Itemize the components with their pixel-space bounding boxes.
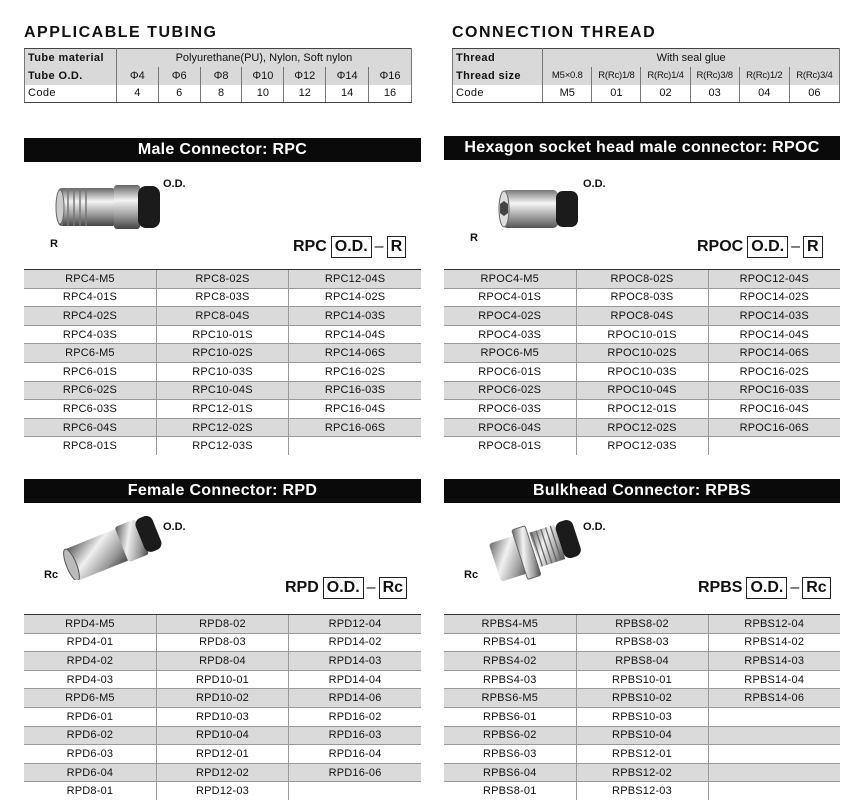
tubing-od-cell: Φ12 (284, 67, 326, 85)
table-row (24, 270, 421, 289)
model-cell: RPC8-04S (156, 307, 288, 326)
model-cell: RPD6-M5 (24, 689, 156, 708)
model-cell: RPD10-02 (156, 689, 288, 708)
model-cell: RPD12-04 (289, 615, 421, 634)
tubing-code-cell: 4 (116, 85, 158, 103)
model-cell: RPD14-03 (289, 652, 421, 671)
table-row (24, 652, 421, 671)
model-cell: RPOC6-01S (444, 362, 576, 381)
model-cell: RPOC6-M5 (444, 344, 576, 363)
table-row (24, 707, 421, 726)
table-row (24, 763, 421, 782)
rpoc-code-od: O.D. (747, 236, 788, 258)
tubing-code-cell: 8 (200, 85, 242, 103)
model-cell: RPD10-03 (156, 707, 288, 726)
rpbs-product-image (484, 512, 584, 582)
model-cell: RPD16-02 (289, 707, 421, 726)
model-cell: RPOC16-06S (708, 418, 840, 437)
rpoc-section-title: Hexagon socket head male connector: RPOC (444, 136, 840, 160)
rpd-order-code (285, 577, 407, 599)
model-cell: RPC12-04S (289, 270, 421, 289)
model-cell: RPOC16-02S (708, 362, 840, 381)
model-cell: RPD12-02 (156, 763, 288, 782)
rpoc-thread-label: R (470, 232, 478, 244)
model-cell: RPOC12-04S (708, 270, 840, 289)
table-row (444, 362, 840, 381)
tubing-od-cell: Φ14 (326, 67, 369, 85)
model-cell: RPC14-03S (289, 307, 421, 326)
table-row (444, 270, 840, 289)
model-cell: RPOC8-02S (576, 270, 708, 289)
table-row (24, 325, 421, 344)
rpc-code-prefix: RPC (293, 238, 327, 255)
model-cell: RPC16-06S (289, 418, 421, 437)
model-cell (708, 726, 840, 745)
thread-code-cell: 03 (690, 85, 739, 103)
model-cell: RPC4-03S (24, 325, 156, 344)
rpd-code-prefix: RPD (285, 579, 319, 596)
tubing-table (24, 48, 412, 103)
rpbs-code-thread: Rc (802, 577, 830, 599)
table-row (444, 325, 840, 344)
model-cell: RPBS8-04 (576, 652, 708, 671)
model-cell: RPBS14-06 (708, 689, 840, 708)
tubing-code-cell: 14 (326, 85, 369, 103)
model-cell: RPBS6-04 (444, 763, 576, 782)
table-row (24, 362, 421, 381)
model-cell: RPBS12-02 (576, 763, 708, 782)
model-cell: RPOC4-03S (444, 325, 576, 344)
model-cell: RPOC10-01S (576, 325, 708, 344)
model-cell: RPC12-01S (156, 400, 288, 419)
tubing-material-label: Tube material (25, 49, 117, 67)
table-row (444, 418, 840, 437)
table-row (24, 689, 421, 708)
rpbs-section-title: Bulkhead Connector: RPBS (444, 479, 840, 503)
model-cell: RPOC12-01S (576, 400, 708, 419)
rpc-od-label: O.D. (163, 178, 186, 190)
model-cell: RPBS6-01 (444, 707, 576, 726)
model-cell (708, 745, 840, 764)
rpc-model-table (24, 269, 421, 455)
model-cell: RPC12-02S (156, 418, 288, 437)
model-cell: RPBS8-03 (576, 633, 708, 652)
table-row (444, 670, 840, 689)
rpc-thread-label: R (50, 238, 58, 250)
thread-size-cell: R(Rc)3/4 (789, 67, 839, 85)
tubing-od-cell: Φ8 (200, 67, 242, 85)
model-cell (708, 763, 840, 782)
rpoc-od-label: O.D. (583, 178, 606, 190)
thread-code-cell: 06 (789, 85, 839, 103)
model-cell: RPBS12-01 (576, 745, 708, 764)
tubing-heading: APPLICABLE TUBING (24, 24, 218, 41)
model-cell: RPC16-03S (289, 381, 421, 400)
model-cell: RPBS10-01 (576, 670, 708, 689)
thread-size-cell: R(Rc)3/8 (690, 67, 739, 85)
rpbs-order-code (698, 577, 831, 599)
model-cell: RPOC4-M5 (444, 270, 576, 289)
model-cell: RPD8-02 (156, 615, 288, 634)
tubing-code-row (25, 85, 412, 103)
tubing-code-cell: 10 (242, 85, 284, 103)
model-cell: RPC16-02S (289, 362, 421, 381)
thread-code-cell: M5 (543, 85, 592, 103)
table-row (444, 707, 840, 726)
thread-code-cell: 04 (739, 85, 789, 103)
table-row (444, 689, 840, 708)
model-cell: RPBS10-03 (576, 707, 708, 726)
model-cell: RPD12-03 (156, 782, 288, 801)
rpd-thread-label: Rc (44, 569, 59, 581)
model-cell: RPC6-M5 (24, 344, 156, 363)
model-cell: RPOC14-04S (708, 325, 840, 344)
thread-code-label: Code (453, 85, 543, 103)
rpd-code-od: O.D. (323, 577, 364, 599)
thread-table (452, 48, 840, 103)
model-cell: RPBS10-04 (576, 726, 708, 745)
model-cell: RPC8-03S (156, 288, 288, 307)
tubing-od-cell: Φ4 (116, 67, 158, 85)
table-row (444, 652, 840, 671)
model-cell: RPOC10-02S (576, 344, 708, 363)
model-cell: RPBS6-03 (444, 745, 576, 764)
model-cell: RPD14-02 (289, 633, 421, 652)
model-cell: RPBS10-02 (576, 689, 708, 708)
model-cell: RPC14-06S (289, 344, 421, 363)
rpbs-code-dash: – (790, 579, 800, 596)
model-cell: RPOC8-01S (444, 437, 576, 456)
model-cell: RPC16-04S (289, 400, 421, 419)
model-cell: RPOC6-03S (444, 400, 576, 419)
model-cell: RPD14-04 (289, 670, 421, 689)
thread-size-cell: M5×0.8 (543, 67, 592, 85)
model-cell: RPBS4-M5 (444, 615, 576, 634)
model-cell: RPOC16-03S (708, 381, 840, 400)
model-cell: RPC14-04S (289, 325, 421, 344)
model-cell: RPBS4-02 (444, 652, 576, 671)
model-cell: RPC8-01S (24, 437, 156, 456)
table-row (444, 615, 840, 634)
rpoc-product-image (490, 180, 590, 240)
model-cell: RPC6-04S (24, 418, 156, 437)
model-cell: RPD4-03 (24, 670, 156, 689)
model-cell: RPC4-02S (24, 307, 156, 326)
model-cell: RPC10-04S (156, 381, 288, 400)
thread-code-cell: 02 (641, 85, 690, 103)
model-cell: RPOC16-04S (708, 400, 840, 419)
rpd-product-image (56, 516, 166, 580)
model-cell: RPBS4-03 (444, 670, 576, 689)
table-row (444, 745, 840, 764)
rpd-code-thread: Rc (379, 577, 407, 599)
table-row (444, 726, 840, 745)
thread-value: With seal glue (543, 49, 840, 67)
rpc-code-dash: – (374, 238, 384, 255)
model-cell: RPD4-02 (24, 652, 156, 671)
rpc-section-title: Male Connector: RPC (24, 138, 421, 162)
model-cell: RPD6-01 (24, 707, 156, 726)
thread-label: Thread (453, 49, 543, 67)
tubing-od-cell: Φ6 (158, 67, 200, 85)
model-cell (708, 782, 840, 801)
rpbs-od-label: O.D. (583, 521, 606, 533)
model-cell: RPBS14-04 (708, 670, 840, 689)
model-cell: RPD10-01 (156, 670, 288, 689)
model-cell: RPD16-04 (289, 745, 421, 764)
rpoc-code-dash: – (791, 238, 801, 255)
rpc-code-thread: R (387, 236, 407, 258)
model-cell: RPD6-02 (24, 726, 156, 745)
rpc-order-code (293, 236, 406, 258)
table-row (444, 437, 840, 456)
model-cell: RPOC14-03S (708, 307, 840, 326)
table-row (24, 381, 421, 400)
rpbs-code-prefix: RPBS (698, 579, 743, 596)
model-cell: RPOC6-04S (444, 418, 576, 437)
rpbs-model-table (444, 614, 840, 800)
model-cell: RPD6-04 (24, 763, 156, 782)
tubing-code-cell: 16 (369, 85, 412, 103)
thread-row (453, 49, 840, 67)
table-row (444, 344, 840, 363)
thread-size-label: Thread size (453, 67, 543, 85)
table-row (444, 763, 840, 782)
tubing-od-label: Tube O.D. (25, 67, 117, 85)
model-cell: RPC8-02S (156, 270, 288, 289)
model-cell: RPC10-01S (156, 325, 288, 344)
thread-size-cell: R(Rc)1/4 (641, 67, 690, 85)
model-cell: RPOC4-01S (444, 288, 576, 307)
model-cell: RPOC10-03S (576, 362, 708, 381)
rpoc-code-thread: R (803, 236, 823, 258)
tubing-material-value: Polyurethane(PU), Nylon, Soft nylon (116, 49, 411, 67)
model-cell (289, 782, 421, 801)
table-row (24, 400, 421, 419)
tubing-code-cell: 6 (158, 85, 200, 103)
rpd-section-title: Female Connector: RPD (24, 479, 421, 503)
model-cell: RPD16-03 (289, 726, 421, 745)
model-cell: RPBS6-M5 (444, 689, 576, 708)
model-cell: RPC12-03S (156, 437, 288, 456)
tubing-od-cell: Φ10 (242, 67, 284, 85)
model-cell: RPBS12-03 (576, 782, 708, 801)
thread-size-row (453, 67, 840, 85)
rpd-code-dash: – (366, 579, 376, 596)
model-cell: RPD4-01 (24, 633, 156, 652)
table-row (24, 288, 421, 307)
rpoc-model-table (444, 269, 840, 455)
table-row (24, 437, 421, 456)
model-cell: RPBS12-04 (708, 615, 840, 634)
model-cell: RPOC10-04S (576, 381, 708, 400)
model-cell: RPD16-06 (289, 763, 421, 782)
model-cell: RPC10-02S (156, 344, 288, 363)
rpd-od-label: O.D. (163, 521, 186, 533)
model-cell: RPOC12-02S (576, 418, 708, 437)
model-cell: RPBS8-02 (576, 615, 708, 634)
rpd-model-table (24, 614, 421, 800)
table-row (24, 307, 421, 326)
model-cell (289, 437, 421, 456)
tubing-od-row (25, 67, 412, 85)
model-cell: RPOC12-03S (576, 437, 708, 456)
table-row (444, 782, 840, 801)
table-row (444, 307, 840, 326)
model-cell: RPOC14-06S (708, 344, 840, 363)
model-cell: RPD8-04 (156, 652, 288, 671)
rpbs-thread-label: Rc (464, 569, 479, 581)
thread-size-cell: R(Rc)1/8 (592, 67, 641, 85)
thread-size-cell: R(Rc)1/2 (739, 67, 789, 85)
thread-code-row (453, 85, 840, 103)
model-cell: RPD12-01 (156, 745, 288, 764)
model-cell: RPC10-03S (156, 362, 288, 381)
model-cell: RPOC8-04S (576, 307, 708, 326)
model-cell: RPBS4-01 (444, 633, 576, 652)
model-cell: RPC14-02S (289, 288, 421, 307)
thread-heading: CONNECTION THREAD (452, 24, 657, 41)
model-cell: RPC6-03S (24, 400, 156, 419)
model-cell: RPC4-M5 (24, 270, 156, 289)
model-cell: RPOC6-02S (444, 381, 576, 400)
table-row (24, 670, 421, 689)
table-row (24, 615, 421, 634)
rpoc-order-code (697, 236, 823, 258)
tubing-od-cell: Φ16 (369, 67, 412, 85)
model-cell: RPD4-M5 (24, 615, 156, 634)
tubing-material-row (25, 49, 412, 67)
table-row (24, 745, 421, 764)
table-row (24, 418, 421, 437)
model-cell: RPD6-03 (24, 745, 156, 764)
model-cell: RPD10-04 (156, 726, 288, 745)
model-cell: RPC6-01S (24, 362, 156, 381)
table-row (24, 633, 421, 652)
model-cell: RPC4-01S (24, 288, 156, 307)
rpbs-code-od: O.D. (746, 577, 787, 599)
table-row (444, 288, 840, 307)
table-row (444, 633, 840, 652)
model-cell (708, 707, 840, 726)
model-cell: RPC6-02S (24, 381, 156, 400)
table-row (444, 400, 840, 419)
tubing-code-cell: 12 (284, 85, 326, 103)
model-cell: RPOC4-02S (444, 307, 576, 326)
model-cell: RPBS6-02 (444, 726, 576, 745)
rpoc-code-prefix: RPOC (697, 238, 744, 255)
model-cell: RPBS8-01 (444, 782, 576, 801)
model-cell: RPBS14-02 (708, 633, 840, 652)
rpc-code-od: O.D. (331, 236, 372, 258)
table-row (24, 726, 421, 745)
model-cell: RPOC14-02S (708, 288, 840, 307)
model-cell: RPOC8-03S (576, 288, 708, 307)
thread-code-cell: 01 (592, 85, 641, 103)
model-cell: RPD8-01 (24, 782, 156, 801)
table-row (24, 782, 421, 801)
table-row (24, 344, 421, 363)
model-cell: RPD8-03 (156, 633, 288, 652)
model-cell (708, 437, 840, 456)
tubing-code-label: Code (25, 85, 117, 103)
model-cell: RPBS14-03 (708, 652, 840, 671)
rpc-product-image (48, 170, 168, 242)
table-row (444, 381, 840, 400)
model-cell: RPD14-06 (289, 689, 421, 708)
